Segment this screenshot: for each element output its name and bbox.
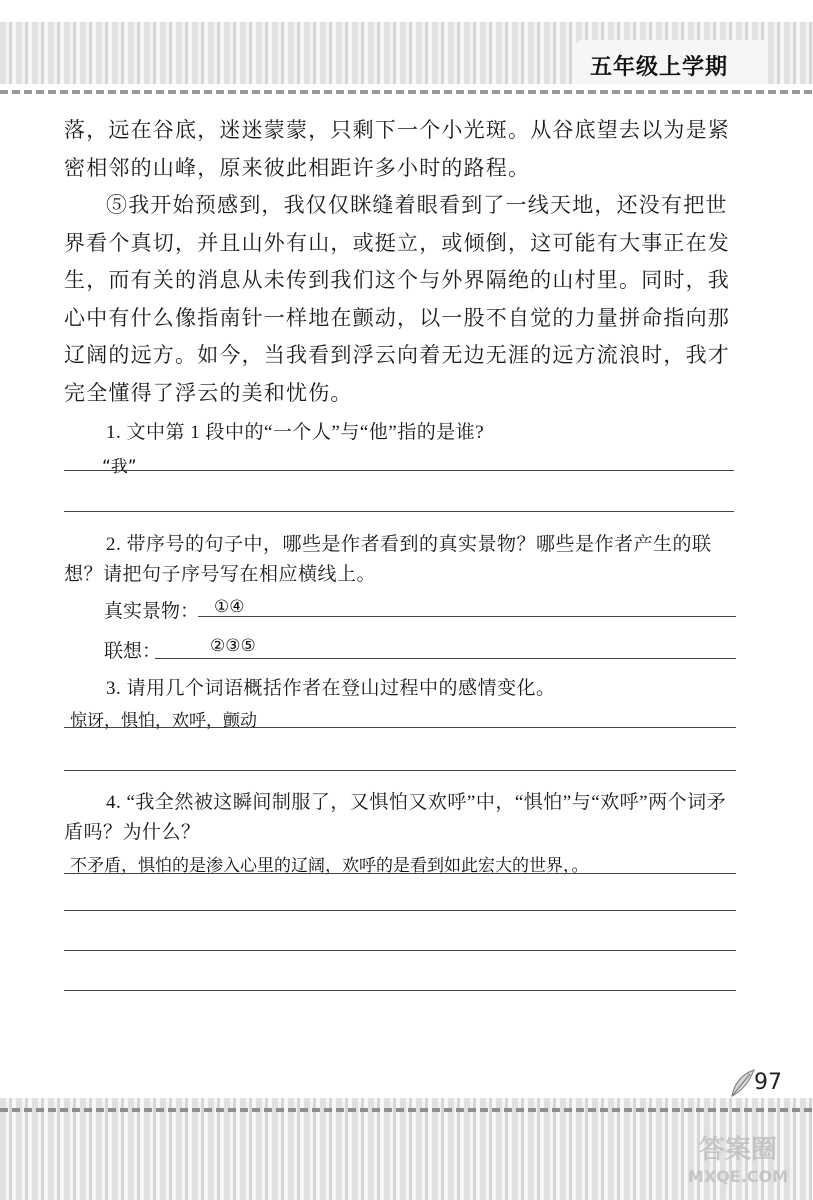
question-1: 1. 文中第 1 段中的“一个人”与“他”指的是谁? bbox=[106, 422, 485, 443]
question-4: 4. “我全然被这瞬间制服了，又惧怕又欢呼”中，“惧怕”与“欢呼”两个词矛盾吗？为什么？ bbox=[64, 792, 727, 843]
watermark-logo bbox=[668, 1124, 808, 1194]
answer-2-association: ②③⑤ bbox=[210, 636, 256, 656]
answer-line-3a bbox=[64, 727, 736, 728]
svg-text:MXQE.COM: MXQE.COM bbox=[687, 1167, 789, 1186]
header-divider bbox=[0, 90, 813, 94]
association-label: 联想： bbox=[104, 641, 162, 662]
page-number: 97 bbox=[754, 1070, 782, 1095]
passage-paragraph-2: ⑤我开始预感到，我仅仅眯缝着眼看到了一线天地，还没有把世界看个真切，并且山外有山，或挺立，或倾倒，这可能有大事正在发生，而有关的消息从未传到我们这个与外界隔绝的山村里。同时，我心中有什么像指南针一样地在颤动，以一股不自觉的力量拼命指向那辽阔的远方。如今，当我看到浮云向着无边无涯的远方流浪时，我才完全懂得了浮云的美和忧伤。 bbox=[64, 193, 730, 405]
passage-paragraph-1: 落，远在谷底，迷迷蒙蒙，只剩下一个小光斑。从谷底望去以为是紧密相邻的山峰，原来彼此相距许多小时的路程。 bbox=[64, 118, 730, 180]
real-scene-label: 真实景物： bbox=[104, 601, 200, 622]
answer-line-1b bbox=[64, 511, 734, 512]
answer-line-2b bbox=[155, 658, 736, 659]
answer-4: 不矛盾，惧怕的是渗入心里的辽阔，欢呼的是看到如此宏大的世界，。 bbox=[70, 856, 589, 876]
answer-1: “我” bbox=[102, 457, 137, 477]
answer-line-4a bbox=[64, 873, 736, 874]
answer-2-real: ①④ bbox=[214, 597, 245, 617]
answer-line-2a bbox=[198, 616, 736, 617]
answer-line-4d bbox=[64, 990, 736, 991]
grade-label: 五年级上学期 bbox=[590, 55, 729, 80]
question-3: 3. 请用几个词语概括作者在登山过程中的感情变化。 bbox=[106, 678, 556, 699]
svg-text:答案圈: 答案圈 bbox=[698, 1135, 778, 1165]
answer-line-4c bbox=[64, 950, 736, 951]
answer-3: 惊讶，惧怕，欢呼，颤动 bbox=[70, 711, 257, 731]
answer-line-1a bbox=[64, 470, 734, 471]
question-2: 2. 带序号的句子中，哪些是作者看到的真实景物？哪些是作者产生的联想？请把句子序号写在相应横线上。 bbox=[64, 534, 712, 585]
answer-line-4b bbox=[64, 910, 736, 911]
footer-divider bbox=[0, 1108, 813, 1112]
answer-line-3b bbox=[64, 770, 736, 771]
